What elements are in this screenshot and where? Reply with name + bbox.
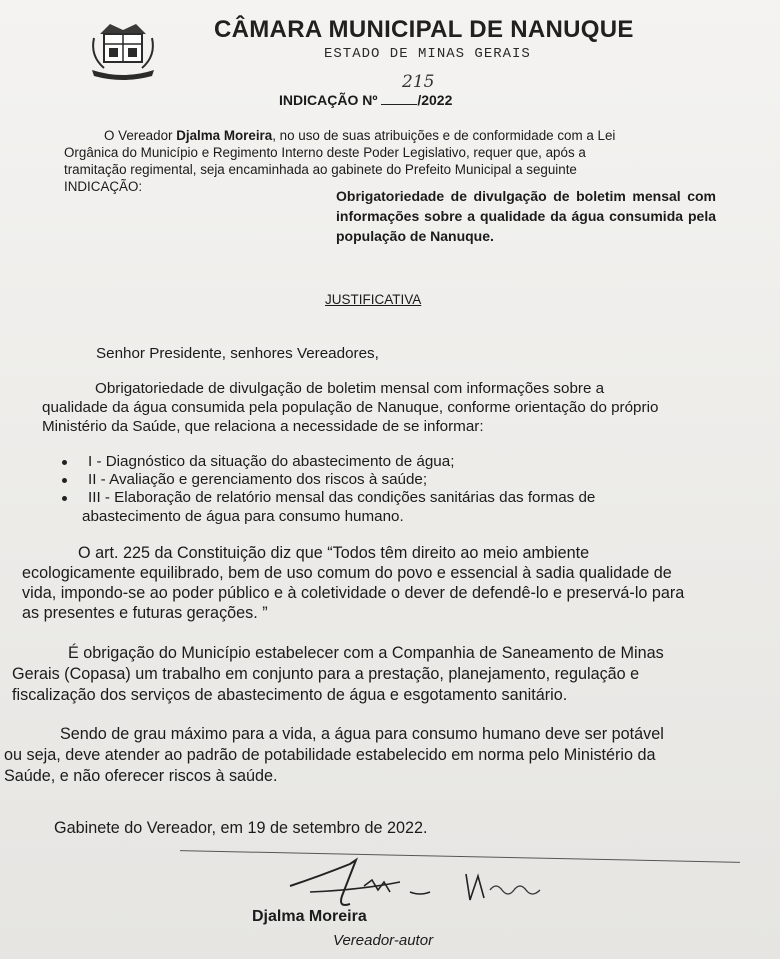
chamber-title: CÂMARA MUNICIPAL DE NANUQUE — [214, 16, 634, 43]
list-item-1: I - Diagnóstico da situação do abastecimento de água; — [88, 453, 455, 470]
intro-line-1: O Vereador Djalma Moreira, no uso de suas atribuições e de conformidade com a Lei — [104, 128, 616, 143]
para4-line-1: Sendo de grau máximo para a vida, a água para consumo humano deve ser potável — [60, 725, 664, 743]
list-item-2: II - Avaliação e gerenciamento dos riscos à saúde; — [88, 471, 428, 488]
bullet-icon — [62, 478, 67, 483]
councilor-name: Djalma Moreira — [176, 128, 273, 143]
bullet-icon — [62, 496, 67, 501]
salutation: Senhor Presidente, senhores Vereadores, — [96, 345, 379, 362]
para2-line-1: O art. 225 da Constituição diz que “Todos têm direito ao meio ambiente — [78, 544, 590, 562]
para3-line-2: Gerais (Copasa) um trabalho em conjunto para a prestação, planejamento, regulação e — [12, 665, 640, 683]
para4-line-2: ou seja, deve atender ao padrão de potabilidade estabelecido em norma pelo Ministério da — [4, 746, 656, 764]
para2-line-4: as presentes e futuras gerações. ” — [22, 604, 268, 622]
indication-subject: Obrigatoriedade de divulgação de boletim mensal com informações sobre a qualidade da água consumida pela população de Nanuque. — [336, 188, 716, 244]
para4-line-3: Saúde, e não oferecer riscos à saúde. — [4, 767, 278, 785]
intro-line-3: tramitação regimental, seja encaminhada ao gabinete do Prefeito Municipal a seguinte — [64, 162, 577, 177]
handwritten-number: 215 — [402, 72, 435, 92]
justificativa-heading: JUSTIFICATIVA — [325, 292, 422, 307]
para2-line-2: ecologicamente equilibrado, bem de uso comum do povo e essencial à sadia qualidade de — [22, 564, 672, 582]
coat-of-arms-icon — [86, 20, 160, 82]
intro-line-2: Orgânica do Município e Regimento Interno deste Poder Legislativo, requer que, após a — [64, 145, 586, 160]
indicacao-number — [279, 92, 452, 108]
number-blank — [381, 92, 417, 105]
indicacao-prefix: INDICAÇÃO Nº — [279, 92, 378, 108]
bullet-icon — [62, 460, 67, 465]
para1-line-1: Obrigatoriedade de divulgação de boletim mensal com informações sobre a — [95, 380, 605, 397]
para2-line-3: vida, impondo-se ao poder público e à coletividade o dever de defendê-lo e preservá-lo para — [22, 584, 685, 602]
para1-line-2: qualidade da água consumida pela população de Nanuque, conforme orientação do próprio — [42, 399, 659, 416]
list-item-3-line-2: abastecimento de água para consumo humano. — [82, 508, 404, 525]
para1-line-3: Ministério da Saúde, que relaciona a necessidade de se informar: — [42, 418, 484, 435]
state-subtitle: ESTADO DE MINAS GERAIS — [324, 46, 531, 62]
handwritten-signature — [280, 846, 580, 916]
para3-line-3: fiscalização dos serviços de abastecimento de água e esgotamento sanitário. — [12, 686, 568, 704]
signatory-name: Djalma Moreira — [252, 908, 367, 925]
indicacao-year: /2022 — [417, 92, 453, 108]
list-item-3-line-1: III - Elaboração de relatório mensal das condições sanitárias das formas de — [88, 489, 596, 506]
para3-line-1: É obrigação do Município estabelecer com a Companhia de Saneamento de Minas — [68, 644, 664, 662]
signatory-role: Vereador-autor — [333, 932, 434, 949]
closing-line: Gabinete do Vereador, em 19 de setembro de 2022. — [54, 819, 428, 837]
intro-line-4: INDICAÇÃO: — [64, 179, 143, 194]
